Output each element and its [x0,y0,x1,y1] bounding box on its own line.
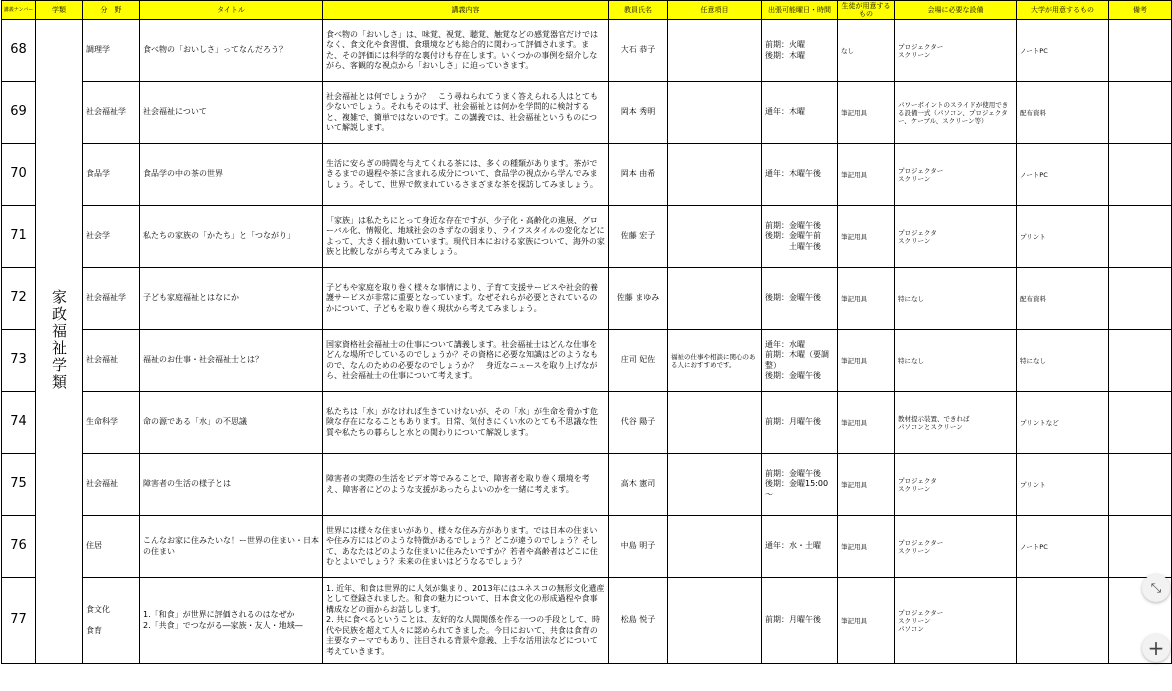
student-items-cell: 筆記用具 [838,144,895,206]
schedule-cell: 通年：木曜午後 [762,144,838,206]
student-items-cell: 筆記用具 [838,268,895,330]
field-cell: 社会福祉学 [83,82,140,144]
teacher-cell: 松島 悦子 [609,578,668,664]
category-label: 家政福祉学類 [50,288,68,391]
category-cell [36,20,83,664]
optional-cell [668,578,762,664]
content-cell: 社会福祉とは何でしょうか？ こう尋ねられてうまく答えられる人はとても少ないでしょう。それもそのはず、社会福祉とは何かを学問的に検討すると、複雑で、簡単ではないのです。この講義では、社会福祉というものについて解説します。 [323,82,609,144]
content-cell: 私たちは「水」がなければ生きていけないが、その「水」が生命を脅かす危険な存在になることもあります。日常、気付きにくい水のとても不思議な性質や私たちの暮らしと水との関わりについて解説します。 [323,392,609,454]
optional-cell [668,82,762,144]
teacher-cell: 佐藤 宏子 [609,206,668,268]
content-cell: 国家資格社会福祉士の仕事について講義します。社会福祉士はどんな仕事をどんな場所でしているのでしょうか？その資格に必要な知識はどのようなもので、なんのための必要なのでしょうか？ 身近なニュースを取り上げながら、社会福祉士の仕事について考えます。 [323,330,609,392]
header-teacher: 教員氏名 [609,1,668,20]
field-cell: 食文化 食育 [83,578,140,664]
title-cell: 障害者の生活の様子とは [140,454,323,516]
venue-cell: パワーポイントのスライドが使用できる設備一式（パソコン、プロジェクター、ケーブル、スクリーン等） [895,82,1017,144]
teacher-cell: 庄司 妃佐 [609,330,668,392]
content-cell: 世界には様々な住まいがあり、様々な住み方があります。では日本の住まいや住み方にはどのような特徴があるでしょう？どこが違うのでしょう？そして、あなたはどのような住まいに住みたいですか？若者や高齢者はどこに住むとよいでしょう？未来の住まいはどうなるでしょう？ [323,516,609,578]
student-items-cell: 筆記用具 [838,516,895,578]
university-items-cell: プリントなど [1017,392,1109,454]
university-items-cell: プリント [1017,454,1109,516]
lecture-number: 73 [2,330,36,392]
field-cell: 社会福祉 [83,330,140,392]
lecture-number: 68 [2,20,36,82]
venue-cell: プロジェクタ スクリーン [895,454,1017,516]
teacher-cell: 中島 明子 [609,516,668,578]
schedule-cell: 前期：火曜 後期：木曜 [762,20,838,82]
plus-icon[interactable]: + [1142,634,1170,662]
title-cell: 私たちの家族の「かたち」と「つながり」 [140,206,323,268]
title-cell: 子ども家庭福祉とはなにか [140,268,323,330]
header-title: タイトル [140,1,323,20]
field-cell: 社会福祉 [83,454,140,516]
schedule-cell: 通年：水曜 前期：木曜（要調整） 後期：金曜午後 [762,330,838,392]
lecture-number: 72 [2,268,36,330]
university-items-cell: 配布資料 [1017,82,1109,144]
venue-cell: プロジェクター スクリーン [895,144,1017,206]
venue-cell: 教材提示装置、できれば パソコンとスクリーン [895,392,1017,454]
table-row [2,392,1172,454]
table-row [2,144,1172,206]
optional-cell [668,516,762,578]
notes-cell [1109,206,1172,268]
title-cell: 福祉のお仕事・社会福祉士とは？ [140,330,323,392]
header-optional: 任意項目 [668,1,762,20]
teacher-cell: 代谷 陽子 [609,392,668,454]
university-items-cell: プリント [1017,206,1109,268]
student-items-cell: 筆記用具 [838,206,895,268]
student-items-cell: なし [838,20,895,82]
university-items-cell: ノートPC [1017,144,1109,206]
table-row [2,578,1172,664]
content-cell: 生活に安らぎの時間を与えてくれる茶には、多くの種類があります。茶ができるまでの過程や茶に含まれる成分について、食品学の視点から学んでみましょう。そして、世界で飲まれているさまざまな茶を探訪してみましょう。 [323,144,609,206]
header-schedule: 出張可能曜日・時間 [762,1,838,20]
header-notes: 備考 [1109,1,1172,20]
field-cell: 生命科学 [83,392,140,454]
notes-cell [1109,516,1172,578]
optional-cell [668,206,762,268]
header-lecture-number: 講義ナンバー [2,1,36,20]
header-venue-equipment: 会場に必要な設備 [895,1,1017,20]
header-content: 講義内容 [323,1,609,20]
schedule-cell: 前期：金曜午後 後期：金曜午前 土曜午後 [762,206,838,268]
student-items-cell: 筆記用具 [838,392,895,454]
field-cell: 社会学 [83,206,140,268]
title-cell: こんなお家に住みたいな！ー世界の住まい・日本の住まい [140,516,323,578]
lecture-number: 75 [2,454,36,516]
content-cell: 食べ物の「おいしさ」は、味覚、視覚、聴覚、触覚などの感覚器官だけではなく、食文化や食習慣、食環境なども総合的に関わって評価されます。また、その評価には科学的な裏付けも存在します。いくつかの事例を紹介しながら、客観的な視点から「おいしさ」に迫っていきます。 [323,20,609,82]
schedule-cell: 前期：金曜午後 後期：金曜15:00～ [762,454,838,516]
notes-cell [1109,392,1172,454]
content-cell: 「家族」は私たちにとって身近な存在ですが、少子化・高齢化の進展、グローバル化、情報化、地域社会のきずなの弱まり、ライフスタイルの変化などによって、大きく揺れ動いています。現代日本における家族について、海外の家族と比較しながら考えてみましょう。 [323,206,609,268]
teacher-cell: 岡本 由希 [609,144,668,206]
schedule-cell: 通年：水・土曜 [762,516,838,578]
optional-cell [668,20,762,82]
table-row [2,82,1172,144]
title-cell: 1.「和食」が世界に評価されるのはなぜか 2.「共食」でつながる―家族・友人・地域― [140,578,323,664]
student-items-cell: 筆記用具 [838,330,895,392]
notes-cell [1109,268,1172,330]
university-items-cell: 特になし [1017,330,1109,392]
venue-cell: プロジェクタ スクリーン [895,206,1017,268]
optional-cell: 福祉の仕事や相談に関心のある人におすすめです。 [668,330,762,392]
collapse-arrows-icon[interactable]: ⤡ [1142,574,1170,602]
schedule-cell: 前期：月曜午後 [762,392,838,454]
table-row [2,20,1172,82]
notes-cell [1109,82,1172,144]
venue-cell: 特になし [895,268,1017,330]
venue-cell: プロジェクター スクリーン [895,516,1017,578]
field-cell: 住居 [83,516,140,578]
schedule-cell: 通年：木曜 [762,82,838,144]
content-cell: 子どもや家庭を取り巻く様々な事情により、子育て支援サービスや社会的養護サービスが非常に重要となっています。なぜそれらが必要とされているのかについて、子どもを取り巻く現状から考えてみましょう。 [323,268,609,330]
university-items-cell [1017,578,1109,664]
optional-cell [668,268,762,330]
table-row [2,206,1172,268]
teacher-cell: 佐藤 まゆみ [609,268,668,330]
title-cell: 食品学の中の茶の世界 [140,144,323,206]
university-items-cell: 配布資料 [1017,268,1109,330]
lecture-number: 69 [2,82,36,144]
student-items-cell: 筆記用具 [838,82,895,144]
field-cell: 食品学 [83,144,140,206]
lecture-number: 74 [2,392,36,454]
schedule-cell: 後期：金曜午後 [762,268,838,330]
optional-cell [668,392,762,454]
venue-cell: プロジェクター スクリーン パソコン [895,578,1017,664]
header-student-items: 生徒が用意するもの [838,1,895,20]
lecture-table [1,0,1172,664]
header-field: 分 野 [83,1,140,20]
table-row [2,268,1172,330]
teacher-cell: 高木 憲司 [609,454,668,516]
lecture-number: 71 [2,206,36,268]
student-items-cell: 筆記用具 [838,578,895,664]
field-cell: 調理学 [83,20,140,82]
table-row [2,516,1172,578]
optional-cell [668,144,762,206]
teacher-cell: 大石 恭子 [609,20,668,82]
table-row [2,454,1172,516]
venue-cell: プロジェクター スクリーン [895,20,1017,82]
notes-cell [1109,454,1172,516]
title-cell: 命の源である「水」の不思議 [140,392,323,454]
lecture-number: 70 [2,144,36,206]
university-items-cell: ノートPC [1017,20,1109,82]
schedule-cell: 前期：月曜午後 [762,578,838,664]
header-division: 学類 [36,1,83,20]
lecture-number: 77 [2,578,36,664]
notes-cell [1109,20,1172,82]
table-row [2,330,1172,392]
venue-cell: 特になし [895,330,1017,392]
optional-cell [668,454,762,516]
header-row [2,1,1172,20]
notes-cell [1109,330,1172,392]
field-cell: 社会福祉学 [83,268,140,330]
university-items-cell: ノートPC [1017,516,1109,578]
header-university-items: 大学が用意するもの [1017,1,1109,20]
teacher-cell: 岡本 秀明 [609,82,668,144]
content-cell: 障害者の実際の生活をビデオ等でみることで、障害者を取り巻く環境を考え、障害者にどのような支援があったらよいのかを一緒に考えます。 [323,454,609,516]
notes-cell [1109,144,1172,206]
title-cell: 社会福祉について [140,82,323,144]
lecture-number: 76 [2,516,36,578]
student-items-cell: 筆記用具 [838,454,895,516]
content-cell: 1. 近年、和食は世界的に人気が集まり、2013年にはユネスコの無形文化遺産として登録されました。和食の魅力について、日本食文化の形成過程や食事構成などの面からお話しします。 2. 共に食べるということは、友好的な人間関係を作る一つの手段として、時代や民族を超えて人々に認められてきました。今日において、共食は食育の主要なテーマでもあり、注目される背景や意義、上手な活用法などについて考えていきます。 [323,578,609,664]
title-cell: 食べ物の「おいしさ」ってなんだろう？ [140,20,323,82]
